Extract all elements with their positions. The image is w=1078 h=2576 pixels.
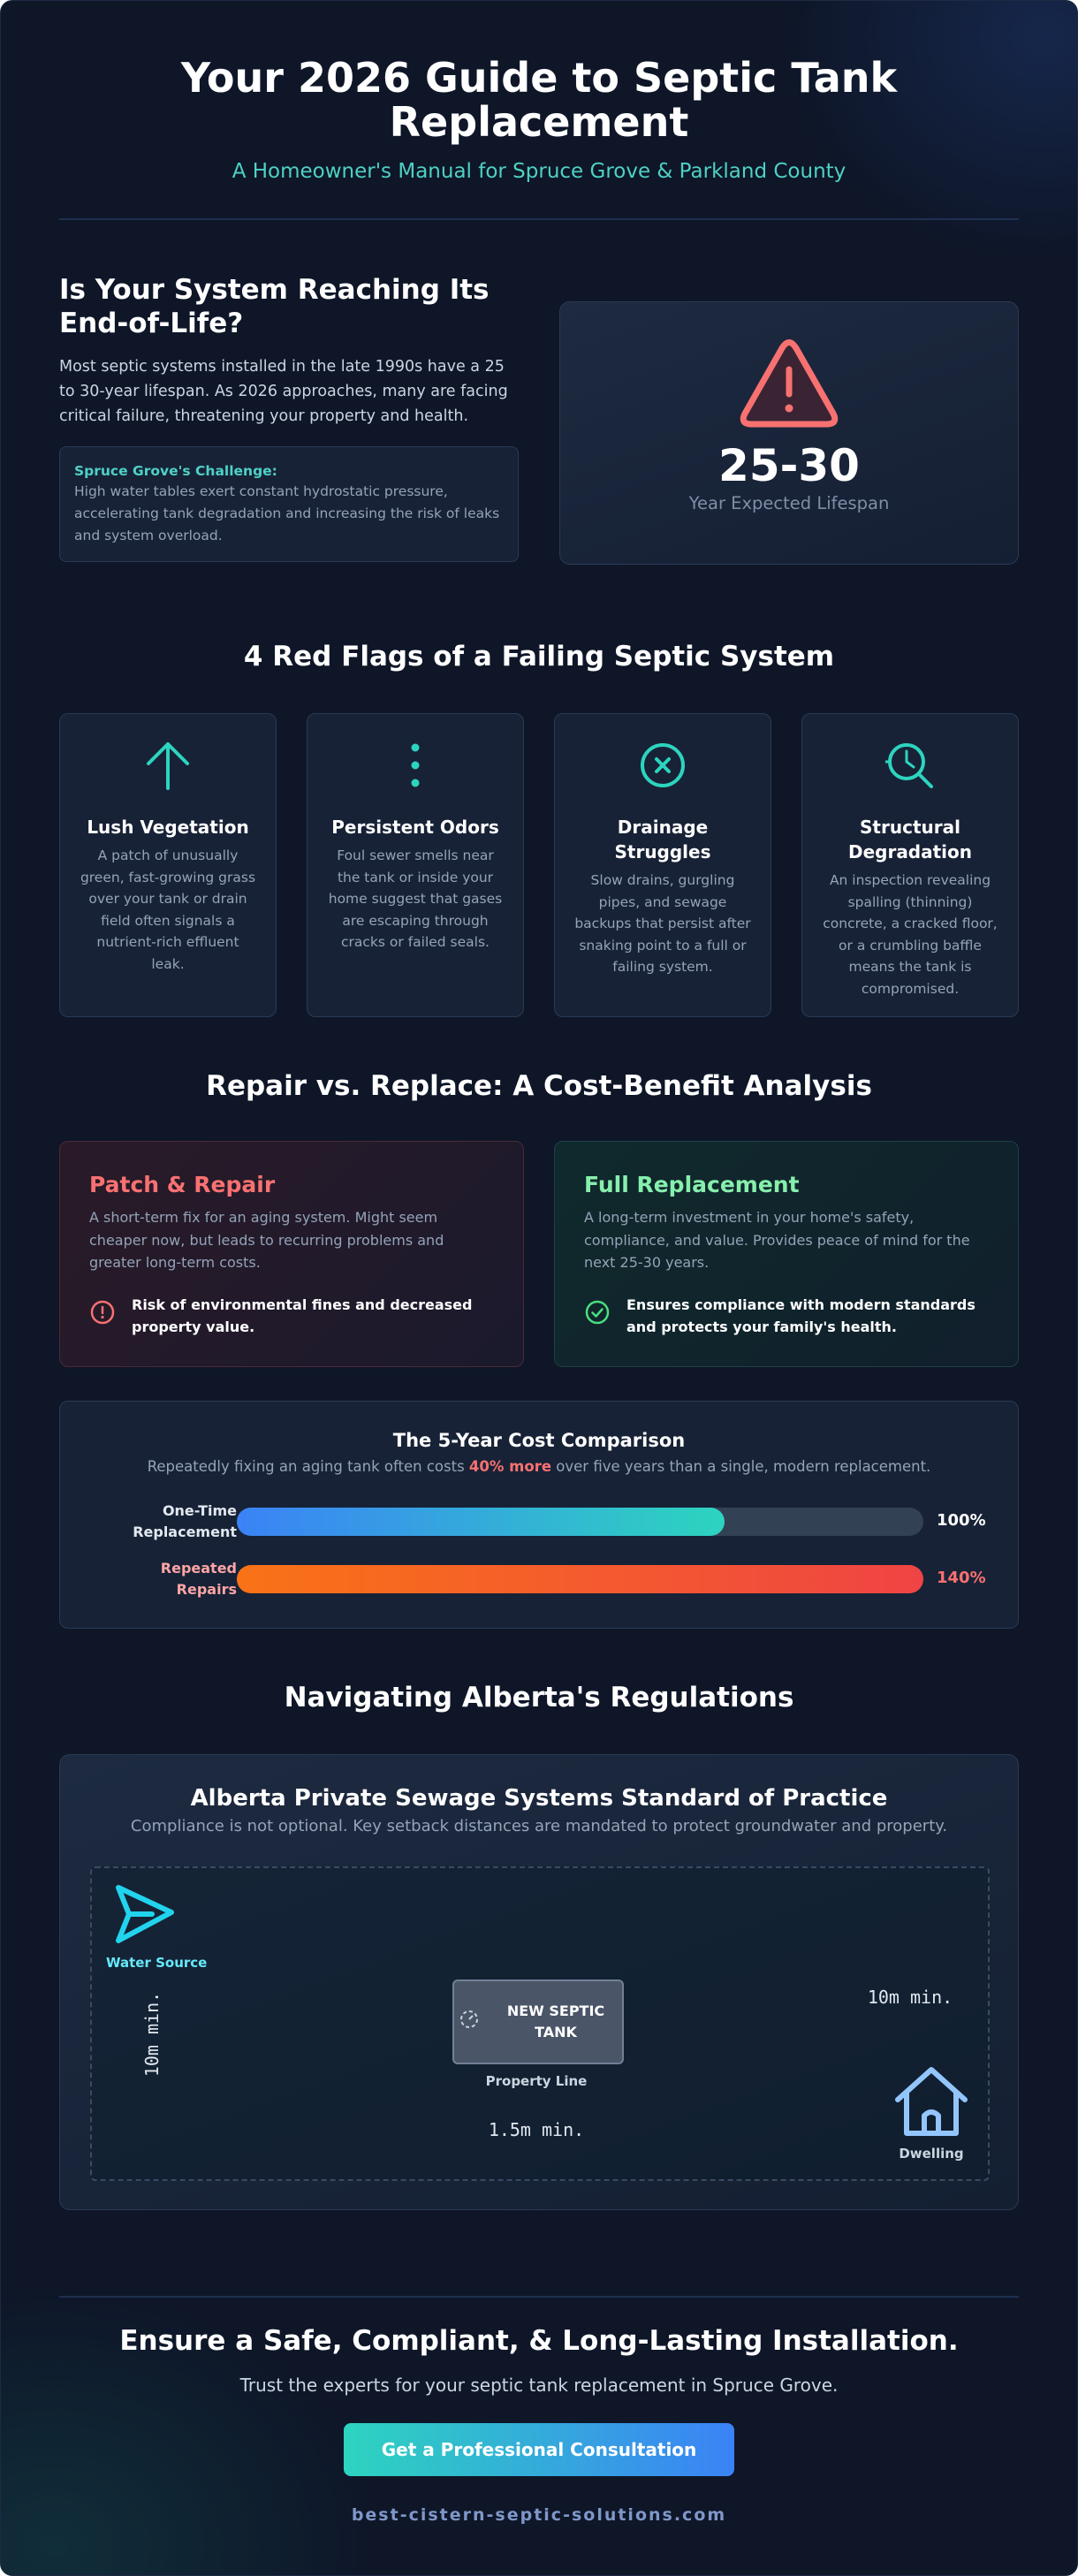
flag-card-drainage <box>554 713 771 1017</box>
footer-subtitle: Trust the experts for your septic tank replacement in Spruce Grove. <box>239 2375 839 2396</box>
cost-title: The 5-Year Cost Comparison <box>392 1430 686 1451</box>
regulations-title: Navigating Alberta's Regulations <box>284 1682 794 1714</box>
intro-title: Is Your System Reaching Its End-of-Life? <box>59 274 490 339</box>
flag-card-vegetation <box>59 713 277 1017</box>
tank-label: NEW SEPTIC TANK <box>506 2002 605 2040</box>
warning-triangle-icon <box>738 338 840 429</box>
lifespan-value: 25-30 <box>718 440 860 491</box>
vertical-dots-icon <box>391 739 440 792</box>
analysis-title: Repair vs. Replace: A Cost-Benefit Analysis <box>206 1070 872 1102</box>
consultation-button[interactable]: Get a Professional Consultation <box>344 2423 734 2476</box>
check-circle-icon <box>584 1299 611 1326</box>
flag-card-odors <box>307 713 524 1017</box>
water-distance: 10m min. <box>141 1991 163 2078</box>
header <box>59 56 1019 183</box>
intro-section <box>59 273 519 562</box>
property-line-label: Property Line <box>485 2073 588 2089</box>
footer-divider <box>59 2296 1019 2298</box>
repair-point <box>89 1294 505 1338</box>
challenge-text: High water tables exert constant hydrostatic pressure, accelerating tank degradation and increasing the risk of leaks and system overload. <box>74 483 500 543</box>
bar-track <box>237 1565 923 1593</box>
repair-card <box>59 1141 524 1367</box>
replace-point-text: Ensures compliance with modern standards and protects your family's health. <box>626 1296 976 1335</box>
house-icon <box>892 2064 970 2139</box>
replace-point <box>584 1294 999 1338</box>
challenge-box <box>59 446 519 562</box>
footer-site-wrap <box>59 2505 1019 2525</box>
bar-label: Repeated Repairs <box>160 1560 237 1598</box>
intro-text: Most septic systems installed in the late 1990s have a 25 to 30-year lifespan. As 2026 approaches, many are facing critical failure, threatening your property and health. <box>59 358 508 425</box>
repair-title: Patch & Repair <box>89 1172 276 1197</box>
regulations-card-title: Alberta Private Sewage Systems Standard of Practice <box>190 1785 888 1812</box>
water-source-icon <box>108 1881 178 1951</box>
site-link[interactable]: best-cistern-septic-solutions.com <box>351 2505 727 2525</box>
bar-row-repairs <box>60 1558 1018 1602</box>
red-flags-heading <box>59 641 1019 672</box>
header-divider <box>59 218 1019 220</box>
x-circle-icon <box>638 739 687 792</box>
flag-title: Persistent Odors <box>331 817 499 838</box>
setback-diagram <box>90 1866 990 2181</box>
replace-title: Full Replacement <box>584 1172 800 1197</box>
bar-label: One-Time Replacement <box>133 1502 237 1540</box>
challenge-title: Spruce Grove's Challenge: <box>74 463 277 479</box>
bar-fill-replacement <box>237 1508 725 1536</box>
search-gauge-icon <box>884 739 937 792</box>
cost-highlight: 40% more <box>468 1458 552 1475</box>
flag-text: An inspection revealing spalling (thinning) concrete, a cracked floor, or a crumbling baffle means the tank is compromised. <box>823 872 998 997</box>
replace-text: A long-term investment in your home's safety, compliance, and value. Provides peace of mind for the next 25-30 years. <box>584 1209 970 1271</box>
dwelling-distance: 10m min. <box>867 1987 953 2008</box>
footer <box>59 2325 1019 2396</box>
flag-card-structural <box>801 713 1019 1017</box>
lifespan-stat-card <box>559 301 1019 565</box>
flag-text: A patch of unusually green, fast-growing grass over your tank or drain field often signals a nutrient-rich effluent leak. <box>80 847 256 972</box>
red-flags-grid <box>59 713 1019 1017</box>
dwelling-label: Dwelling <box>899 2146 964 2162</box>
flag-text: Foul sewer smells near the tank or inside your home suggest that gases are escaping through cracks or failed seals. <box>328 847 503 950</box>
flag-title: Lush Vegetation <box>87 817 249 838</box>
flag-title: Drainage Struggles <box>614 817 711 862</box>
flag-title: Structural Degradation <box>847 817 973 862</box>
repair-text: A short-term fix for an aging system. Might seem cheaper now, but leads to recurring problems and greater long-term costs. <box>89 1209 444 1271</box>
septic-tank <box>452 1979 624 2064</box>
property-distance: 1.5m min. <box>488 2119 585 2140</box>
flag-text: Slow drains, gurgling pipes, and sewage backups that persist after snaking point to a full or failing system. <box>574 872 751 975</box>
regulations-card <box>59 1754 1019 2210</box>
arrow-up-icon <box>143 739 193 792</box>
regulations-heading <box>59 1682 1019 1714</box>
replace-card <box>554 1141 1019 1367</box>
cost-subtitle: Repeatedly fixing an aging tank often costs 40% more over five years than a single, modern replacement. <box>147 1458 931 1475</box>
regulations-card-subtitle: Compliance is not optional. Key setback distances are mandated to protect groundwater and property. <box>130 1817 948 1835</box>
footer-title: Ensure a Safe, Compliant, & Long-Lasting Installation. <box>119 2325 959 2357</box>
page-title: Your 2026 Guide to Septic Tank Replacement <box>180 54 898 146</box>
water-source-label: Water Source <box>106 1955 208 1971</box>
bar-value: 140% <box>937 1569 986 1587</box>
red-flags-title: 4 Red Flags of a Failing Septic System <box>243 641 835 672</box>
bar-value: 100% <box>937 1511 986 1530</box>
tank-gauge-icon <box>456 2006 482 2033</box>
alert-circle-icon <box>89 1299 116 1326</box>
bar-track <box>237 1508 923 1536</box>
bar-fill-repairs <box>237 1565 923 1593</box>
lifespan-label: Year Expected Lifespan <box>688 493 890 513</box>
bar-row-replacement <box>60 1501 1018 1545</box>
repair-point-text: Risk of environmental fines and decreased property value. <box>132 1296 473 1335</box>
analysis-heading <box>59 1070 1019 1102</box>
cost-comparison-card <box>59 1401 1019 1629</box>
page-subtitle: A Homeowner's Manual for Spruce Grove & Parkland County <box>232 160 846 183</box>
